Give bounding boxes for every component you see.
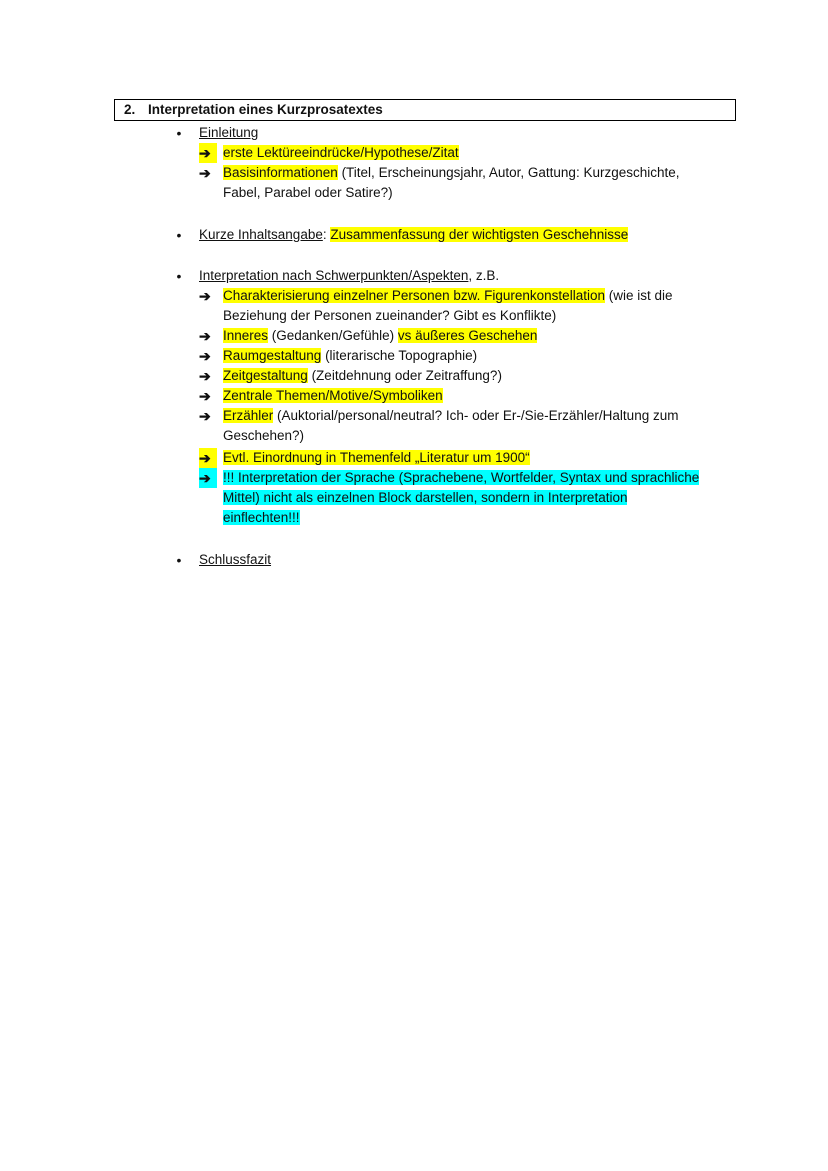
bullet-item-schlussfazit	[172, 550, 732, 570]
bullet-label-interpretation: Interpretation nach Schwerpunkten/Aspekten	[199, 268, 469, 283]
cyan-highlight-text: einflechten!!!	[223, 510, 300, 525]
arrow-icon: ➔	[199, 328, 211, 344]
bullet-icon: •	[176, 268, 182, 284]
highlight-text: Basisinformationen	[223, 165, 338, 180]
highlight-text: Zentrale Themen/Motive/Symboliken	[223, 388, 443, 403]
arrow-icon: ➔	[199, 388, 211, 404]
section-heading-box	[114, 99, 736, 121]
arrow-icon: ➔	[199, 348, 211, 364]
arrow-icon: ➔	[199, 288, 211, 304]
bullet-label-schlussfazit: Schlussfazit	[199, 552, 272, 567]
bullet-icon: •	[176, 227, 182, 243]
arrow-item-sprache	[199, 468, 739, 528]
bullet-label-einleitung: Einleitung	[199, 125, 259, 140]
arrow-item-charakterisierung: ➔ Charakterisierung einzelner Personen bzw. Figurenkonstellation (wie ist die Beziehung der Personen zueinander? Gibt es Konflikte)	[199, 286, 739, 326]
bullet-item-interpretation: • Interpretation nach Schwerpunkten/Aspekten, z.B.	[172, 266, 732, 286]
cyan-highlight-text: Mittel) nicht als einzelnen Block darstellen, sondern in Interpretation	[223, 490, 628, 505]
highlight-text: erste Lektüreeindrücke/Hypothese/Zitat	[223, 145, 459, 160]
arrow-text: (Titel, Erscheinungsjahr, Autor, Gattung: Kurzgeschichte,	[337, 165, 680, 180]
bullet-icon: •	[176, 125, 182, 141]
arrow-item-themen	[199, 386, 739, 406]
arrow-icon: ➔	[199, 165, 211, 181]
highlight-text: Zeitgestaltung	[223, 368, 308, 383]
arrow-icon: ➔	[199, 468, 217, 488]
arrow-icon: ➔	[199, 448, 217, 468]
bullet-item-einleitung	[172, 123, 732, 143]
arrow-item-raumgestaltung: ➔ Raumgestaltung (literarische Topographie)	[199, 348, 478, 364]
arrow-icon: ➔	[199, 368, 211, 384]
section-number: 2.	[124, 102, 136, 117]
highlight-text: Charakterisierung einzelner Personen bzw. Figurenkonstellation	[223, 288, 605, 303]
cyan-highlight-text: !!! Interpretation der Sprache (Sprachebene, Wortfelder, Syntax und sprachliche	[223, 470, 700, 485]
highlight-text: Zusammenfassung der wichtigsten Geschehnisse	[330, 227, 629, 242]
arrow-item-inneres: ➔ Inneres (Gedanken/Gefühle) vs äußeres Geschehen	[199, 328, 538, 344]
bullet-label-inhaltsangabe: Kurze Inhaltsangabe	[199, 227, 323, 242]
bullet-item-inhaltsangabe	[172, 225, 732, 245]
arrow-item-lektuere	[199, 143, 739, 163]
colon-text: :	[322, 227, 327, 242]
highlight-text: Raumgestaltung	[223, 348, 322, 363]
highlight-text: Inneres	[223, 328, 269, 343]
arrow-item-zeitgestaltung: ➔ Zeitgestaltung (Zeitdehnung oder Zeitraffung?)	[199, 368, 502, 384]
bullet-icon: •	[176, 552, 182, 568]
section-title: Interpretation eines Kurzprosatextes	[148, 102, 383, 117]
highlight-text: Evtl. Einordnung in Themenfeld „Literatur um 1900“	[223, 450, 530, 465]
highlight-text: Erzähler	[223, 408, 274, 423]
arrow-text-continued: Geschehen?)	[223, 428, 305, 443]
arrow-item-einordnung	[199, 448, 739, 468]
arrow-icon: ➔	[199, 143, 217, 163]
arrow-icon: ➔	[199, 408, 211, 424]
arrow-text-continued: Fabel, Parabel oder Satire?)	[223, 185, 393, 200]
arrow-text-continued: Beziehung der Personen zueinander? Gibt es Konflikte)	[223, 308, 557, 323]
highlight-text: vs äußeres Geschehen	[397, 328, 538, 343]
arrow-item-basisinformationen	[199, 163, 739, 203]
arrow-item-erzaehler: ➔ Erzähler (Auktorial/personal/neutral? Ich- oder Er-/Sie-Erzähler/Haltung zum Geschehen?)	[199, 406, 739, 446]
